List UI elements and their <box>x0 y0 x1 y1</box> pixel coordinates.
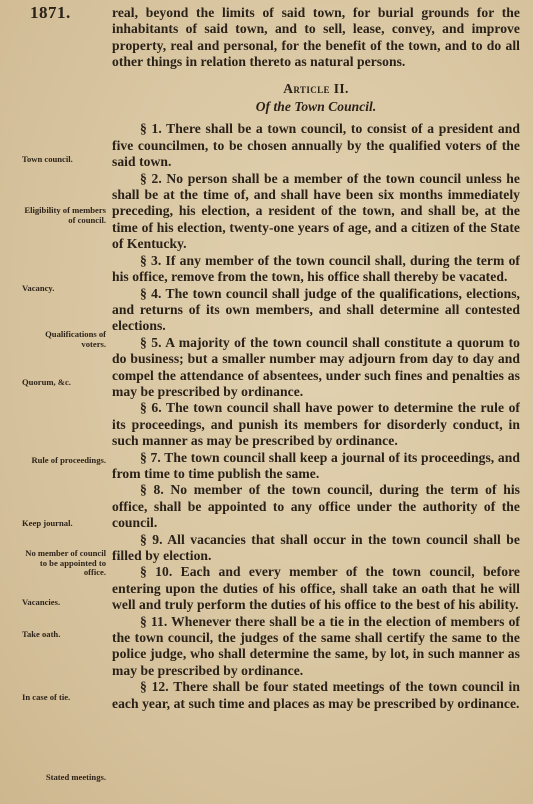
section-2: § 2. No person shall be a member of the town council unless he shall be at the time of, and shall have been six months immediately preceding, his election, a resident of the town, and shall be, at the time of his election, twenty-one years of age, and a citizen of the State of Kentucky. <box>112 170 520 252</box>
margin-note-no-member-appointed: No member of council to be appointed to office. <box>25 548 106 578</box>
section-4: § 4. The town council shall judge of the qualifications, elections, and returns of its own members, and shall determine all contested elections. <box>112 285 520 334</box>
section-10: § 10. Each and every member of the town council, before entering upon the duties of his office, shall take an oath that he will well and truly perform the duties of his office to the best of his ability. <box>112 564 520 613</box>
section-3: § 3. If any member of the town council shall, during the term of his office, remove from the town, his office shall thereby be vacated. <box>112 252 520 285</box>
page-year: 1871. <box>30 3 71 22</box>
margin-note-town-council: Town council. <box>22 154 73 164</box>
article-subtitle: Of the Town Council. <box>255 99 377 115</box>
intro-paragraph: real, beyond the limits of said town, for burial grounds for the inhabitants of said town, and to sell, lease, convey, and improve property, real and personal, for the benefit of the town, and to do all other things in relation thereto as natural persons. <box>112 5 520 70</box>
section-8: § 8. No member of the town council, during the term of his office, shall be appointed to any office under the authority of the council. <box>112 482 520 531</box>
section-5: § 5. A majority of the town council shall constitute a quorum to do business; but a smaller number may adjourn from day to day and compel the attendance of absentees, under such fines and penalties as may be prescribed by ordinance. <box>112 334 520 399</box>
margin-note-take-oath: Take oath. <box>22 629 61 639</box>
margin-note-keep-journal: Keep journal. <box>22 518 73 528</box>
section-9: § 9. All vacancies that shall occur in the town council shall be filled by election. <box>112 531 520 563</box>
margin-note-vacancy: Vacancy. <box>22 283 55 293</box>
margin-note-rule-of-proceedings: Rule of proceedings. <box>31 455 106 465</box>
main-text-column <box>112 5 520 712</box>
section-1: § 1. There shall be a town council, to consist of a president and five councilmen, to be chosen annually by the qualified voters of the said town. <box>112 121 520 170</box>
margin-note-in-case-of-tie: In case of tie. <box>22 692 71 702</box>
section-7: § 7. The town council shall keep a journal of its proceedings, and from time to time publish the same. <box>112 449 520 481</box>
article-title: Article II. <box>283 80 349 96</box>
section-12: § 12. There shall be four stated meetings of the town council in each year, at such time and places as may be prescribed by ordinance. <box>112 679 520 711</box>
margin-note-vacancies: Vacancies. <box>22 597 61 607</box>
margin-note-qualifications: Qualifications of voters. <box>45 329 106 349</box>
section-11: § 11. Whenever there shall be a tie in the election of members of the town council, the judges of the same shall certify the same to the police judge, who shall determine the same, by lot, in such manner as may be prescribed by ordinance. <box>112 613 520 678</box>
margin-note-quorum: Quorum, &c. <box>22 377 71 387</box>
margin-note-eligibility: Eligibility of members of council. <box>24 205 106 225</box>
section-6: § 6. The town council shall have power to determine the rule of its proceedings, and punish its members for disorderly conduct, in such manner as may be prescribed by ordinance. <box>112 400 520 449</box>
margin-note-stated-meetings: Stated meetings. <box>45 772 106 782</box>
